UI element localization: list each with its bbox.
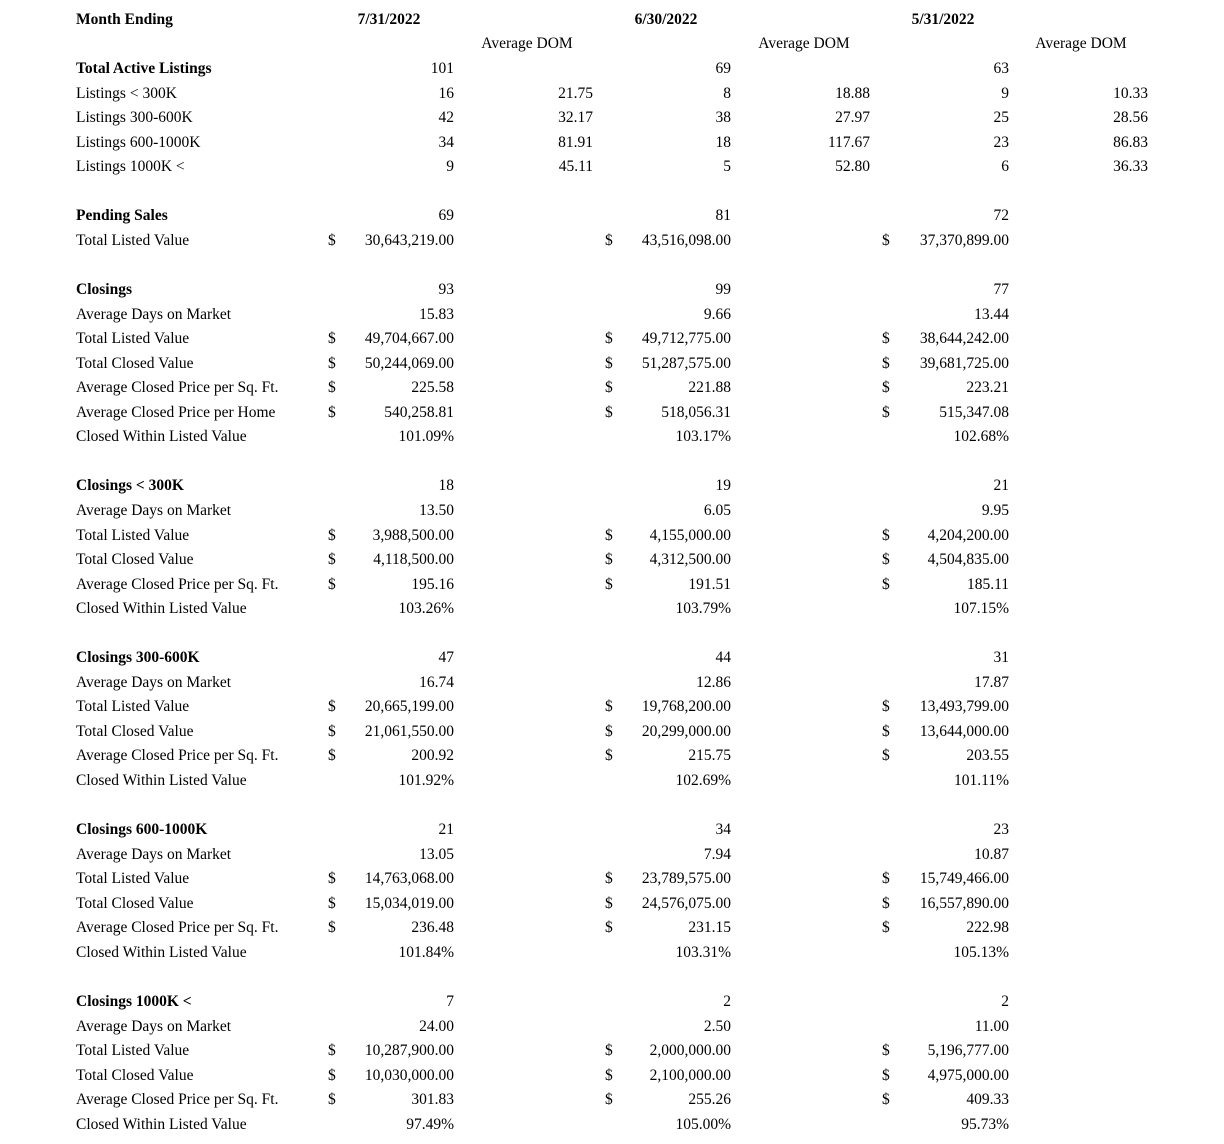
dollar-sign: $ [882,526,890,544]
section-heading: Closings 1000K < [76,992,192,1010]
table-row [0,106,1224,130]
value-cell: 515,347.08 [939,403,1009,421]
table-row [0,327,1224,351]
average-dom-cell: 32.17 [558,109,593,127]
value-cell: 99 [715,281,731,298]
value-cell: 9 [1001,84,1009,102]
value-cell: 11.00 [974,1017,1009,1035]
dollar-sign: $ [882,894,890,912]
value-cell: 2.50 [703,1017,731,1035]
value-cell: 231.15 [688,919,731,937]
value-cell: 15,749,466.00 [919,870,1009,888]
table-row [0,695,1224,719]
value-cell: 255.26 [688,1091,731,1109]
table-row [0,131,1224,155]
table-row [0,573,1224,597]
table-row [0,425,1224,449]
value-cell: 2 [1001,992,1009,1010]
table-row [0,474,1224,498]
value-cell: 7.94 [703,845,731,863]
table-row [0,1015,1224,1039]
value-cell: 13.50 [419,501,454,519]
value-cell: 4,118,500.00 [373,551,454,568]
table-row [0,744,1224,768]
dollar-sign: $ [605,330,613,348]
value-cell: 51,287,575.00 [641,354,731,372]
table-row [0,1064,1224,1088]
dollar-sign: $ [328,870,336,888]
table-row [0,352,1224,376]
row-label: Average Closed Price per Sq. Ft. [76,379,279,397]
value-cell: 17.87 [974,673,1009,691]
value-cell: 4,504,835.00 [927,551,1009,568]
value-cell: 5 [723,158,731,176]
dollar-sign: $ [328,575,336,593]
row-label: Total Closed Value [76,354,194,372]
row-label: Total Listed Value [76,526,190,544]
dollar-sign: $ [328,231,336,249]
table-row [0,155,1224,179]
dollar-sign: $ [605,870,613,888]
value-cell: 9 [446,158,454,176]
period-heading: 6/30/2022 [634,11,698,28]
table-row [0,376,1224,400]
value-cell: 9.66 [703,305,731,323]
value-cell: 4,155,000.00 [649,526,731,544]
value-cell: 21,061,550.00 [364,722,454,740]
table-row [0,1039,1224,1063]
row-label: Average Days on Market [76,673,232,691]
table-row [0,1113,1224,1137]
dollar-sign: $ [882,870,890,888]
row-label: Closed Within Listed Value [76,428,247,446]
value-cell: 49,704,667.00 [364,330,454,348]
value-cell: 37,370,899.00 [919,231,1009,249]
value-cell: 301.83 [411,1091,454,1109]
dom-header-row [0,32,1224,56]
value-cell: 63 [993,60,1009,77]
dollar-sign: $ [882,575,890,593]
value-cell: 18 [438,477,454,495]
table-row [0,1088,1224,1112]
row-label: Total Listed Value [76,698,190,716]
table-row [0,204,1224,228]
value-cell: 103.26% [398,600,454,618]
value-cell: 10,287,900.00 [364,1042,454,1059]
row-label: Average Days on Market [76,501,232,519]
value-cell: 7 [446,992,454,1010]
dollar-sign: $ [882,1042,890,1059]
period-heading: 7/31/2022 [357,11,421,28]
row-label: Total Listed Value [76,1042,190,1059]
dollar-sign: $ [882,747,890,765]
table-row [0,916,1224,940]
row-label: Average Closed Price per Sq. Ft. [76,575,279,593]
dollar-sign: $ [328,1091,336,1109]
value-cell: 44 [715,649,731,667]
value-cell: 34 [438,133,454,151]
value-cell: 42 [438,109,454,127]
value-cell: 23 [993,821,1009,839]
value-cell: 101.09% [398,428,454,446]
table-row [0,499,1224,523]
row-label: Listings 600-1000K [76,133,201,151]
table-row [0,892,1224,916]
value-cell: 21 [438,821,454,839]
value-cell: 95.73% [961,1115,1009,1133]
value-cell: 2,000,000.00 [649,1042,731,1059]
row-label: Average Closed Price per Sq. Ft. [76,1091,279,1109]
average-dom-heading: Average DOM [481,35,573,52]
value-cell: 97.49% [406,1115,454,1133]
value-cell: 93 [438,281,454,298]
value-cell: 69 [715,60,731,77]
month-ending-label: Month Ending [76,11,173,28]
table-row [0,401,1224,425]
dollar-sign: $ [882,1091,890,1109]
value-cell: 540,258.81 [384,403,454,421]
dollar-sign: $ [882,330,890,348]
dollar-sign: $ [328,722,336,740]
table-row [0,57,1224,81]
dollar-sign: $ [882,231,890,249]
value-cell: 38,644,242.00 [919,330,1009,348]
value-cell: 3,988,500.00 [372,526,454,544]
table-row [0,990,1224,1014]
dollar-sign: $ [605,379,613,397]
table-row [0,646,1224,670]
average-dom-cell: 21.75 [558,84,593,102]
value-cell: 9.95 [981,501,1009,519]
dollar-sign: $ [328,698,336,716]
row-label: Average Closed Price per Sq. Ft. [76,919,279,937]
value-cell: 215.75 [688,747,731,765]
value-cell: 13.05 [419,845,454,863]
value-cell: 30,643,219.00 [364,231,454,249]
period-heading: 5/31/2022 [911,11,975,28]
value-cell: 102.69% [675,772,731,789]
value-cell: 38 [715,109,731,127]
value-cell: 15,034,019.00 [364,894,454,912]
average-dom-cell: 10.33 [1113,84,1148,102]
average-dom-cell: 52.80 [835,158,870,176]
value-cell: 101.84% [398,943,454,961]
dollar-sign: $ [605,231,613,249]
value-cell: 185.11 [966,575,1009,593]
value-cell: 18 [715,133,731,151]
value-cell: 2 [723,992,731,1010]
value-cell: 20,299,000.00 [641,722,731,740]
value-cell: 13.44 [974,305,1009,323]
table-row [0,524,1224,548]
value-cell: 19 [715,477,731,495]
value-cell: 101.92% [398,772,454,789]
average-dom-heading: Average DOM [1035,35,1127,52]
table-row [0,597,1224,621]
value-cell: 20,665,199.00 [364,698,454,716]
dollar-sign: $ [605,698,613,716]
row-label: Average Days on Market [76,1017,232,1035]
value-cell: 4,204,200.00 [927,526,1009,544]
row-label: Listings 1000K < [76,158,185,176]
section-heading: Pending Sales [76,207,168,225]
value-cell: 14,763,068.00 [364,870,454,888]
value-cell: 25 [993,109,1009,127]
dollar-sign: $ [882,379,890,397]
value-cell: 2,100,000.00 [649,1066,731,1084]
dollar-sign: $ [605,1042,613,1059]
value-cell: 221.88 [688,379,731,397]
value-cell: 15.83 [419,305,454,323]
value-cell: 203.55 [966,747,1009,765]
value-cell: 225.58 [411,379,454,397]
value-cell: 16.74 [419,673,454,691]
dollar-sign: $ [328,379,336,397]
value-cell: 101 [430,60,454,77]
dollar-sign: $ [882,403,890,421]
value-cell: 191.51 [688,575,731,593]
dollar-sign: $ [328,919,336,937]
dollar-sign: $ [605,526,613,544]
value-cell: 6 [1001,158,1009,176]
dollar-sign: $ [605,894,613,912]
dollar-sign: $ [328,526,336,544]
row-label: Closed Within Listed Value [76,772,247,789]
value-cell: 81 [715,207,731,225]
row-label: Average Days on Market [76,845,232,863]
dollar-sign: $ [328,747,336,765]
dollar-sign: $ [605,1066,613,1084]
average-dom-cell: 45.11 [558,158,593,176]
section-heading: Closings 600-1000K [76,821,208,839]
dollar-sign: $ [605,919,613,937]
value-cell: 8 [723,84,731,102]
value-cell: 6.05 [703,501,731,519]
row-label: Average Closed Price per Sq. Ft. [76,747,279,765]
value-cell: 13,644,000.00 [919,722,1009,740]
table-row [0,867,1224,891]
value-cell: 102.68% [953,428,1009,446]
value-cell: 195.16 [411,575,454,593]
value-cell: 77 [993,281,1009,298]
average-dom-cell: 117.67 [827,133,870,151]
dollar-sign: $ [882,551,890,568]
dollar-sign: $ [605,722,613,740]
table-row [0,941,1224,965]
value-cell: 49,712,775.00 [641,330,731,348]
dollar-sign: $ [882,919,890,937]
header-row [0,8,1224,32]
value-cell: 4,312,500.00 [649,551,731,568]
average-dom-cell: 18.88 [835,84,870,102]
value-cell: 16 [438,84,454,102]
table-row [0,720,1224,744]
value-cell: 69 [438,207,454,225]
value-cell: 23 [993,133,1009,151]
dollar-sign: $ [605,747,613,765]
row-label: Closed Within Listed Value [76,600,247,618]
dollar-sign: $ [605,551,613,568]
section-heading: Closings < 300K [76,477,184,495]
value-cell: 39,681,725.00 [919,354,1009,372]
row-label: Average Days on Market [76,305,232,323]
section-heading: Closings 300-600K [76,649,200,667]
value-cell: 21 [993,477,1009,495]
value-cell: 10,030,000.00 [364,1066,454,1084]
value-cell: 10.87 [974,845,1009,863]
dollar-sign: $ [328,330,336,348]
row-label: Closed Within Listed Value [76,1115,247,1133]
value-cell: 200.92 [411,747,454,765]
dollar-sign: $ [328,551,336,568]
average-dom-cell: 86.83 [1113,133,1148,151]
table-row [0,229,1224,253]
value-cell: 107.15% [953,600,1009,618]
row-label: Total Listed Value [76,330,190,348]
dollar-sign: $ [605,403,613,421]
table-row [0,818,1224,842]
table-row [0,671,1224,695]
dollar-sign: $ [605,354,613,372]
table-row [0,278,1224,302]
value-cell: 24.00 [419,1017,454,1035]
row-label: Listings 300-600K [76,109,193,127]
dollar-sign: $ [328,1042,336,1059]
row-label: Total Closed Value [76,1066,194,1084]
row-label: Average Closed Price per Home [76,403,276,421]
table-row [0,303,1224,327]
row-label: Total Closed Value [76,722,194,740]
average-dom-cell: 36.33 [1113,158,1148,176]
value-cell: 223.21 [966,379,1009,397]
value-cell: 409.33 [966,1091,1009,1109]
value-cell: 12.86 [696,673,731,691]
value-cell: 105.00% [675,1115,731,1133]
dollar-sign: $ [882,1066,890,1084]
value-cell: 518,056.31 [661,403,731,421]
value-cell: 105.13% [953,943,1009,961]
section-heading: Closings [76,281,132,298]
value-cell: 23,789,575.00 [641,870,731,888]
average-dom-cell: 81.91 [558,133,593,151]
dollar-sign: $ [328,894,336,912]
dollar-sign: $ [328,354,336,372]
table-row [0,843,1224,867]
value-cell: 222.98 [966,919,1009,937]
dollar-sign: $ [882,698,890,716]
dollar-sign: $ [328,403,336,421]
dollar-sign: $ [882,722,890,740]
value-cell: 24,576,075.00 [641,894,731,912]
table-row [0,769,1224,793]
table-row [0,82,1224,106]
value-cell: 103.31% [675,943,731,961]
row-label: Total Closed Value [76,551,194,568]
value-cell: 103.79% [675,600,731,618]
row-label: Listings < 300K [76,84,177,102]
dollar-sign: $ [605,1091,613,1109]
value-cell: 236.48 [411,919,454,937]
value-cell: 47 [438,649,454,667]
row-label: Closed Within Listed Value [76,943,247,961]
row-label: Total Closed Value [76,894,194,912]
value-cell: 101.11% [954,772,1009,789]
table-row [0,548,1224,572]
value-cell: 50,244,069.00 [364,354,454,372]
section-heading: Total Active Listings [76,60,212,77]
average-dom-cell: 28.56 [1113,109,1148,127]
value-cell: 31 [993,649,1009,667]
value-cell: 34 [715,821,731,839]
dollar-sign: $ [328,1066,336,1084]
row-label: Total Listed Value [76,231,190,249]
value-cell: 72 [993,207,1009,225]
value-cell: 43,516,098.00 [641,231,731,249]
value-cell: 4,975,000.00 [927,1066,1009,1084]
dollar-sign: $ [882,354,890,372]
average-dom-heading: Average DOM [758,35,850,52]
value-cell: 19,768,200.00 [641,698,731,716]
row-label: Total Listed Value [76,870,190,888]
value-cell: 16,557,890.00 [919,894,1009,912]
value-cell: 103.17% [675,428,731,446]
average-dom-cell: 27.97 [835,109,870,127]
dollar-sign: $ [605,575,613,593]
value-cell: 13,493,799.00 [919,698,1009,716]
value-cell: 5,196,777.00 [927,1042,1009,1059]
